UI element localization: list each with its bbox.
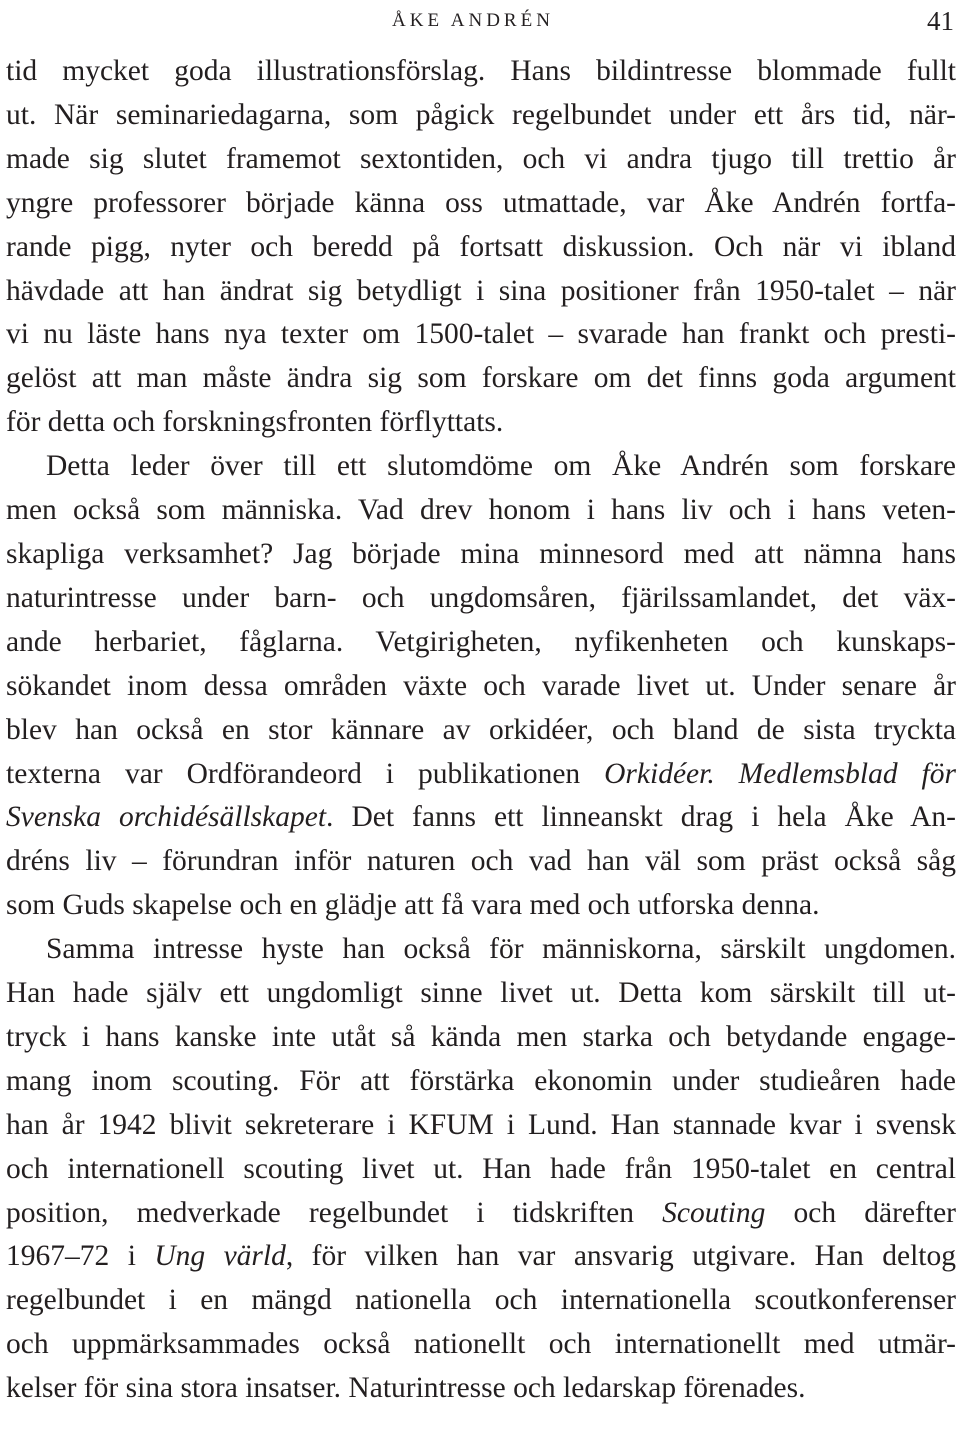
text-line bbox=[6, 753, 956, 797]
publication-title: Svenska orchidésällskapet bbox=[6, 801, 327, 834]
text-line bbox=[6, 796, 956, 840]
journal-title: Ung värld bbox=[154, 1240, 286, 1273]
text-line: tid mycket goda illustrationsförslag. Hans bildintresse blommade fullt bbox=[6, 55, 956, 87]
text-line: yngre professorer började känna oss utmattade, var Åke Andrén fortfa- bbox=[6, 186, 956, 219]
text-line: regelbundet i en mängd nationella och internationella scoutkonferenser bbox=[6, 1284, 956, 1317]
text-line bbox=[6, 1192, 956, 1236]
text-line: tryck i hans kanske inte utåt så kända men starka och betydande engage- bbox=[6, 1020, 956, 1053]
text-run: 1967–72 i bbox=[6, 1240, 155, 1273]
text-line: mang inom scouting. För att förstärka ekonomin under studieåren hade bbox=[6, 1064, 956, 1097]
journal-title: Scouting bbox=[662, 1196, 766, 1229]
page-number: 41 bbox=[927, 6, 954, 36]
text-line: Han hade själv ett ungdomligt sinne livet ut. Detta kom särskilt till ut- bbox=[6, 977, 956, 1010]
text-line: vi nu läste hans nya texter om 1500-talet – svarade han frankt och presti- bbox=[6, 318, 956, 351]
text-line: ande herbariet, fåglarna. Vetgirigheten, nyfikenheten och kunskaps- bbox=[6, 625, 956, 658]
publication-title: Orkidéer. Medlemsblad för bbox=[604, 757, 956, 790]
text-line: han år 1942 blivit sekreterare i KFUM i Lund. Han stannade kvar i svensk bbox=[6, 1108, 956, 1141]
text-run: texterna var Ordförandeord i publikationen bbox=[6, 757, 605, 790]
text-line: Samma intresse hyste han också för människorna, särskilt ungdomen. bbox=[46, 933, 956, 966]
text-line: blev han också en stor kännare av orkidéer, och bland de sista tryckta bbox=[6, 713, 956, 746]
text-line: kelser för sina stora insatser. Naturintresse och ledarskap förenades. bbox=[6, 1372, 806, 1405]
text-line: ut. När seminariedagarna, som pågick regelbundet under ett års tid, när- bbox=[6, 98, 956, 131]
text-line: men också som människa. Vad drev honom i hans liv och i hans veten- bbox=[6, 494, 956, 527]
running-title: ÅKE ANDRÉN bbox=[392, 10, 554, 31]
text-run: position, medverkade regelbundet i tidskriften bbox=[6, 1196, 663, 1229]
text-line: dréns liv – förundran inför naturen och vad han väl som präst också såg bbox=[6, 845, 956, 878]
text-line: rande pigg, nyter och beredd på fortsatt diskussion. Och när vi ibland bbox=[6, 230, 956, 263]
body-text bbox=[6, 50, 956, 1411]
text-line: sökandet inom dessa områden växte och varade livet ut. Under senare år bbox=[6, 669, 956, 702]
text-line: naturintresse under barn- och ungdomsåren, fjärilssamlandet, det väx- bbox=[6, 581, 956, 614]
text-line: och internationell scouting livet ut. Han hade från 1950-talet en central bbox=[6, 1152, 956, 1185]
text-run: , för vilken han var ansvarig utgivare. Han deltog bbox=[285, 1240, 956, 1273]
text-line: made sig slutet framemot sextontiden, och vi andra tjugo till trettio år bbox=[6, 142, 956, 175]
running-header bbox=[0, 6, 956, 36]
text-line: skapliga verksamhet? Jag började mina minnesord med att nämna hans bbox=[6, 537, 956, 570]
text-run: . Det fanns ett linneanskt drag i hela Åke An- bbox=[326, 801, 956, 834]
text-run: och därefter bbox=[765, 1196, 956, 1229]
text-line: hävdade att han ändrat sig betydligt i sina positioner från 1950-talet – när bbox=[6, 274, 956, 307]
text-line: gelöst att man måste ändra sig som forskare om det finns goda argument bbox=[6, 362, 956, 395]
text-line: som Guds skapelse och en glädje att få vara med och utforska denna. bbox=[6, 889, 820, 922]
text-line: Detta leder över till ett slutomdöme om Åke Andrén som forskare bbox=[46, 450, 956, 483]
text-line: och uppmärksammades också nationellt och internationellt med utmär- bbox=[6, 1328, 956, 1361]
text-line bbox=[6, 1235, 956, 1279]
text-line: för detta och forskningsfronten förflyttats. bbox=[6, 406, 504, 439]
